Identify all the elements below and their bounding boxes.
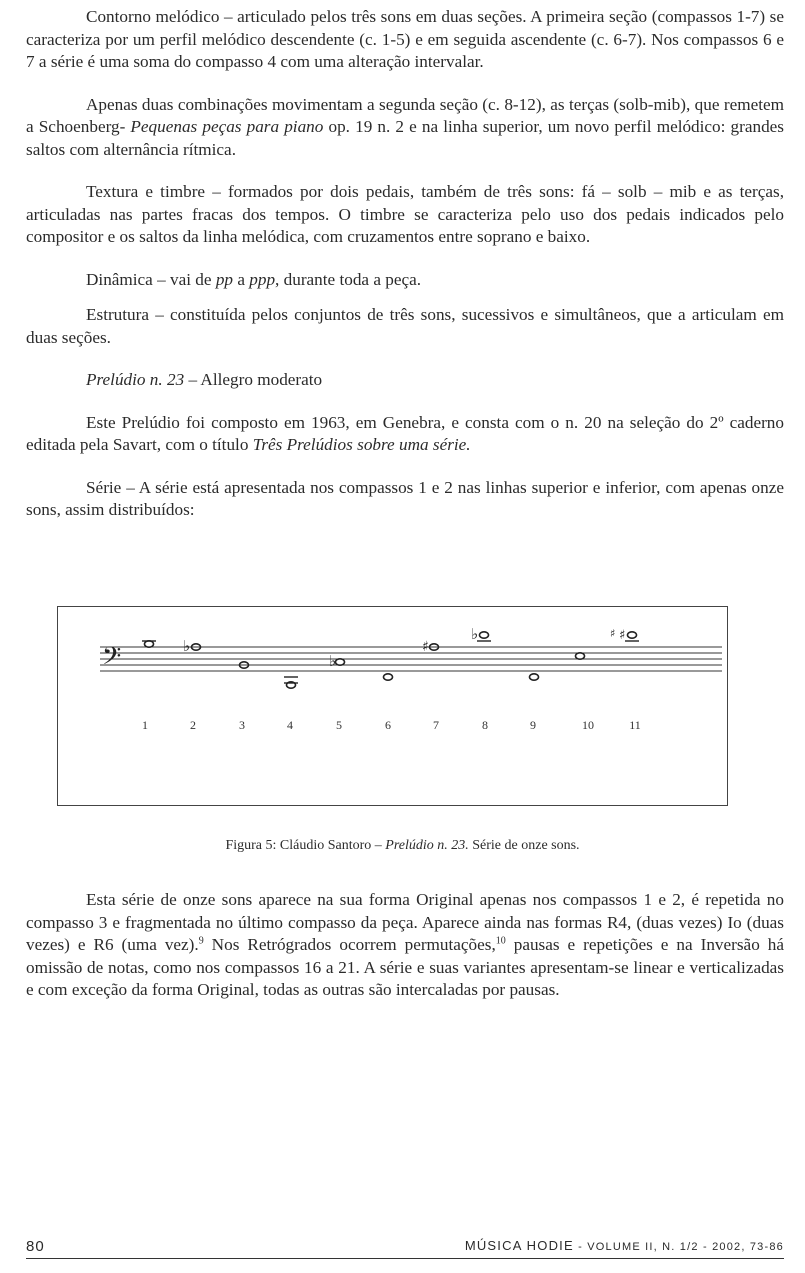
note-number-1: 1: [142, 718, 148, 732]
work-title: Pequenas peças para piano: [130, 117, 324, 136]
staff-notation: [58, 607, 729, 807]
note-number-9: 9: [530, 718, 536, 732]
paragraph-textura: Textura e timbre – formados por dois pedais, também de três sons: fá – solb – mib e as terças, articuladas nas partes fracas dos tempos. O timbre se caracteriza pelo uso dos pedais indicados pelo compositor e os saltos da linha melódica, com cruzamentos entre soprano e baixo.: [26, 182, 784, 246]
note-11: [628, 632, 637, 638]
page-footer: [26, 1236, 784, 1259]
note-number-10: 10: [582, 718, 594, 732]
paragraph-preludio-heading: Prelúdio n. 23 – Allegro moderato: [86, 370, 323, 389]
note-number-4: 4: [287, 718, 293, 732]
paragraph-contorno: Contorno melódico – articulado pelos três sons em duas seções. A primeira seção (compassos 1-7) se caracteriza por um perfil melódico descendente (c. 1-5) e em seguida ascendente (c. 6-7). Nos compassos 6 e 7 a série é uma soma do compasso 4 com uma alteração intervalar.: [26, 7, 784, 71]
note-6: [384, 674, 393, 680]
paragraph-estrutura: Estrutura – constituída pelos conjuntos de três sons, sucessivos e simultâneos, que a articulam em duas seções.: [26, 305, 784, 347]
note-1: [145, 641, 154, 647]
note-5: [336, 659, 345, 665]
music-example-figure: [57, 606, 728, 806]
journal-reference: MÚSICA HODIE - VOLUME II, N. 1/2 - 2002, 73-86: [464, 1238, 784, 1253]
sharp-icon: ♯: [422, 639, 429, 655]
flat-icon: ♭: [329, 652, 337, 670]
bass-clef-icon: [102, 642, 121, 677]
body-text-top: [26, 6, 784, 522]
note-number-6: 6: [385, 718, 391, 732]
note-number-8: 8: [482, 718, 488, 732]
note-9: [530, 674, 539, 680]
sharp-icon: ♯: [610, 627, 616, 640]
paragraph-preludio-info: Este Prelúdio foi composto em 1963, em Genebra, e consta com o n. 20 na seleção do 2º caderno editada pela Savart, com o título Três Prelúdios sobre uma série.: [26, 412, 784, 454]
flat-icon: ♭: [471, 625, 479, 643]
note-8: [480, 632, 489, 638]
page-number: 80: [26, 1238, 45, 1255]
note-number-3: 3: [239, 718, 245, 732]
note-number-11: 11: [629, 718, 641, 732]
footnote-ref-9: 9: [198, 935, 204, 947]
svg-text:𝄢: 𝄢: [102, 642, 122, 677]
body-text-bottom: [26, 889, 784, 1002]
note-number-5: 5: [336, 718, 342, 732]
note-number-7: 7: [433, 718, 439, 732]
footnote-ref-10: 10: [495, 935, 506, 947]
paragraph-serie: Série – A série está apresentada nos compassos 1 e 2 nas linhas superior e inferior, com apenas onze sons, assim distribuídos:: [26, 477, 784, 519]
sharp-icon: ♯: [619, 628, 626, 643]
flat-icon: ♭: [183, 637, 191, 655]
note-number-2: 2: [190, 718, 196, 732]
paragraph-segunda-secao: Apenas duas combinações movimentam a segunda seção (c. 8-12), as terças (solb-mib), que remetem a Schoenberg- Pequenas peças para piano op. 19 n. 2 e na linha superior, um novo perfil melódico: grandes saltos com alternância rítmica.: [26, 94, 784, 159]
paragraph-dinamica: Dinâmica – vai de pp a ppp, durante toda a peça.: [86, 269, 422, 289]
paragraph-serie-onze-sons: Esta série de onze sons aparece na sua forma Original apenas nos compassos 1 e 2, é repetida no compasso 3 e fragmentada no último compasso da peça. Aparece ainda nas formas R4, (duas vezes) Io (duas vezes) e R6 (uma vez).$^9$ Nos Retrógrados ocorrem permutações,$^{10}$ pausas e repetições e na Inversão há omissão de notas, como nos compassos 16 a 21. A série e suas variantes apresentam-se linear e verticalizadas e com exceção da forma Original, todas as outras são intercaladas por pausas.: [26, 890, 784, 999]
figure-caption: Figura 5: Cláudio Santoro – Prelúdio n. 23. Série de onze sons.: [225, 838, 580, 853]
note-10: [576, 653, 585, 659]
